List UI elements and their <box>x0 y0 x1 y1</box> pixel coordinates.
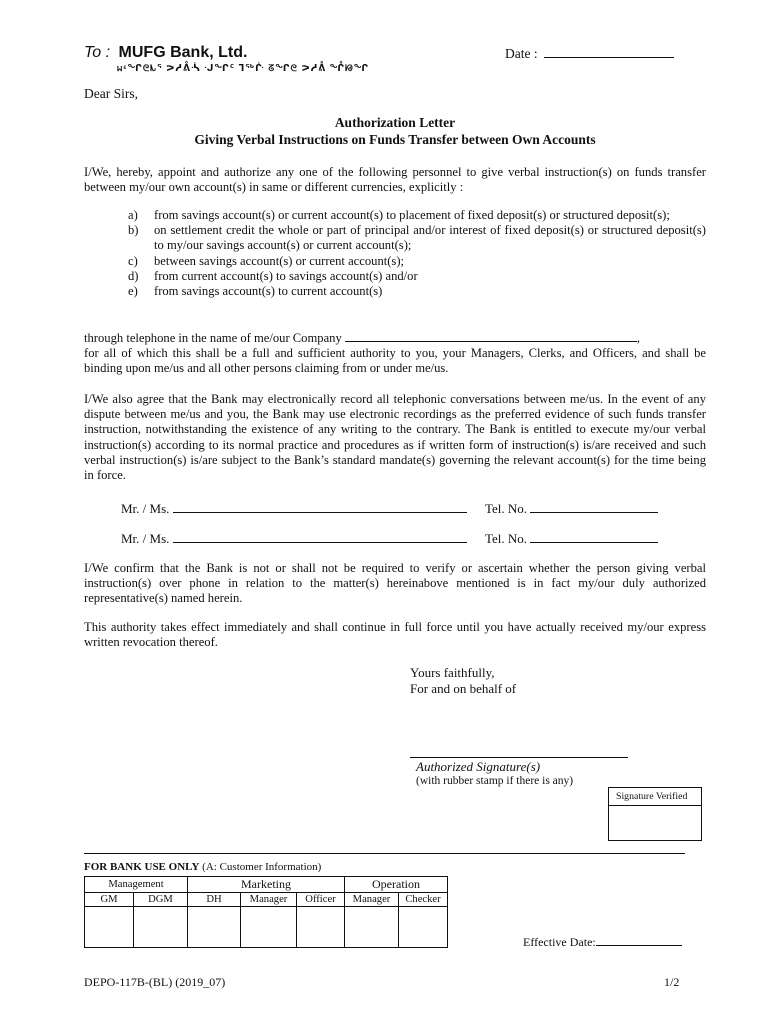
list-item <box>128 208 706 223</box>
group-marketing: Marketing <box>188 877 345 893</box>
effective-date-field[interactable] <box>523 934 682 950</box>
group-operation: Operation <box>345 877 448 893</box>
title-line-2: Giving Verbal Instructions on Funds Transfer between Own Accounts <box>194 132 596 147</box>
effective-date-blank[interactable] <box>596 934 682 946</box>
list-item <box>128 223 706 253</box>
table-cell[interactable] <box>134 907 188 948</box>
bank-use-table <box>84 876 448 948</box>
list-item <box>128 269 706 284</box>
effect-paragraph: This authority takes effect immediately and shall continue in full force until you have actually received my/our express written revocation thereof. <box>84 620 706 650</box>
table-cell[interactable] <box>297 907 345 948</box>
bank-name-local: ᥕᵋᖏᘓᗃᕐ ᕗᓱᕔᔂ ᒘᖏᑦ ᒣᖅᒗ ᘔᖏᘓ ᕗᓱᕔ ᖎᘘᖏ <box>117 63 370 73</box>
bank-use-title: FOR BANK USE ONLY <box>84 861 200 873</box>
title-line-1: Authorization Letter <box>334 115 456 130</box>
date-blank[interactable] <box>544 46 674 58</box>
date-field[interactable] <box>505 46 674 62</box>
bank-use-heading <box>84 861 321 873</box>
name-blank[interactable] <box>173 501 467 513</box>
list-marker: a) <box>128 208 138 222</box>
list-item-text: on settlement credit the whole or part of principal and/or interest of fixed deposit(s) or structured deposit(s) to my/our savings account(s) or current account(s); <box>154 223 706 253</box>
column-header: GM <box>85 893 134 907</box>
to-line <box>84 44 247 62</box>
tel-row <box>485 531 658 547</box>
table-cell[interactable] <box>85 907 134 948</box>
column-header: Manager <box>241 893 297 907</box>
group-management: Management <box>85 877 188 893</box>
column-header: DH <box>188 893 241 907</box>
page-number: 1/2 <box>664 975 680 989</box>
name-blank[interactable] <box>173 531 467 543</box>
signature-verified-label: Signature Verified <box>609 788 701 806</box>
list-marker: c) <box>128 253 138 268</box>
bank-use-divider <box>84 853 685 854</box>
list-item <box>128 284 706 299</box>
tel-blank[interactable] <box>530 501 658 513</box>
company-line <box>84 330 706 346</box>
list-marker: b) <box>128 223 139 238</box>
through-trailing: , <box>636 331 641 345</box>
tel-blank[interactable] <box>530 531 658 543</box>
through-line-text: through telephone in the name of me/our Company <box>84 331 342 345</box>
tel-label: Tel. No. <box>485 501 528 516</box>
through-paragraph <box>84 330 706 377</box>
salutation: Dear Sirs, <box>84 86 138 101</box>
effective-date-label: Effective Date: <box>523 935 596 949</box>
name-label: Mr. / Ms. <box>121 501 170 516</box>
closing-line-1: Yours faithfully, <box>410 665 495 680</box>
instruction-list <box>128 208 706 299</box>
list-marker: d) <box>128 268 139 283</box>
company-name-blank[interactable] <box>345 330 637 342</box>
column-header: DGM <box>134 893 188 907</box>
table-cell[interactable] <box>399 907 448 948</box>
personnel-row <box>121 531 467 547</box>
bank-use-subtitle: (A: Customer Information) <box>202 861 322 873</box>
column-header: Checker <box>399 893 448 907</box>
tel-row <box>485 501 658 517</box>
record-paragraph: I/We also agree that the Bank may electronically record all telephonic conversations between me/us. In the event of any dispute between me/us and you, the Bank may use electronic recordings as the preferred evidence of such funds transfer instruction, notwithstanding the existence of any writing to the contrary. The Bank is entitled to execute my/our verbal instruction(s) according to its normal practice and procedures as if written form of instruction(s) is/are received and such verbal instruction(s) is/are subject to the Bank’s standard mandate(s) governing the relevant account(s) for the time being in force. <box>84 392 706 483</box>
list-item-text: between savings account(s) or current account(s); <box>154 253 405 268</box>
tel-label: Tel. No. <box>485 531 528 546</box>
table-cell[interactable] <box>241 907 297 948</box>
through-rest: for all of which this shall be a full and sufficient authority to you, your Managers, Clerks, and Officers, and shall be binding upon me/us and all other persons claiming from or under me/us. <box>84 346 706 376</box>
closing-line-2: For and on behalf of <box>410 681 517 696</box>
intro-paragraph: I/We, hereby, appoint and authorize any one of the following personnel to give verbal instruction(s) on funds transfer between my/our own account(s) in same or different currencies, explicitly : <box>84 165 706 195</box>
list-marker: e) <box>128 284 138 299</box>
column-header: Manager <box>345 893 399 907</box>
to-label: To : <box>84 44 111 61</box>
signature-verified-box[interactable] <box>608 787 702 841</box>
list-item-text: from current account(s) to savings account(s) and/or <box>154 268 418 283</box>
list-item-text: from savings account(s) or current account(s) to placement of fixed deposit(s) or structured deposit(s); <box>154 208 670 222</box>
form-code: DEPO-117B-(BL) (2019_07) <box>84 975 226 989</box>
personnel-row <box>121 501 467 517</box>
date-label: Date : <box>505 46 538 61</box>
signature-note: (with rubber stamp if there is any) <box>416 775 574 787</box>
column-header: Officer <box>297 893 345 907</box>
table-cell[interactable] <box>345 907 399 948</box>
table-cell[interactable] <box>188 907 241 948</box>
name-label: Mr. / Ms. <box>121 531 170 546</box>
list-item <box>128 254 706 269</box>
signature-label: Authorized Signature(s) <box>416 759 541 774</box>
confirm-paragraph: I/We confirm that the Bank is not or shall not be required to verify or ascertain whether the person giving verbal instruction(s) over phone in relation to the matter(s) hereinabove mentioned is in fact my/our duly authorized representative(s) named herein. <box>84 561 706 606</box>
list-item-text: from savings account(s) to current account(s) <box>154 284 383 299</box>
signature-line[interactable] <box>410 757 628 758</box>
bank-name: MUFG Bank, Ltd. <box>118 44 248 61</box>
